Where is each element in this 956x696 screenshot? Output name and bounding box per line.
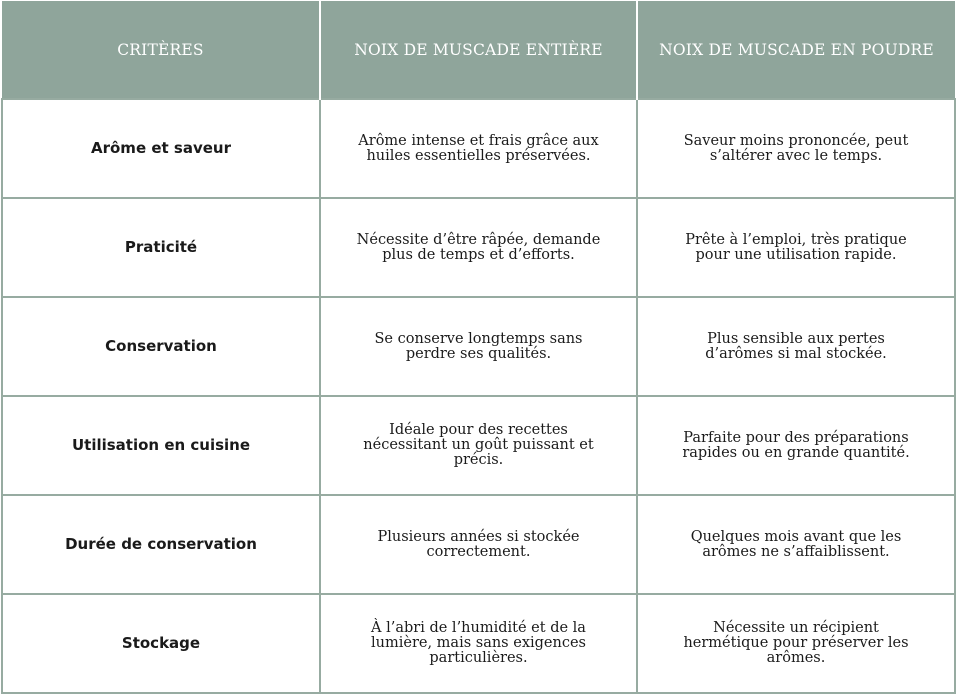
whole-nutmeg-cell: Arôme intense et frais grâce aux huiles essentielles préservées. [320, 99, 637, 198]
comparison-table [1, 1, 956, 694]
table-row [2, 198, 955, 297]
whole-nutmeg-cell: Idéale pour des recettes nécessitant un goût puissant et précis. [320, 396, 637, 495]
whole-nutmeg-cell: À l’abri de l’humidité et de la lumière, mais sans exigences particulières. [320, 594, 637, 693]
table-row [2, 297, 955, 396]
header-row [2, 1, 955, 99]
whole-nutmeg-cell: Plusieurs années si stockée correctement. [320, 495, 637, 594]
ground-nutmeg-cell: Plus sensible aux pertes d’arômes si mal stockée. [637, 297, 955, 396]
table-row [2, 495, 955, 594]
header-whole-nutmeg: NOIX DE MUSCADE ENTIÈRE [320, 1, 637, 99]
ground-nutmeg-cell: Quelques mois avant que les arômes ne s’affaiblissent. [637, 495, 955, 594]
header-criteria: CRITÈRES [2, 1, 320, 99]
whole-nutmeg-cell: Se conserve longtemps sans perdre ses qualités. [320, 297, 637, 396]
criterion-cell: Arôme et saveur [2, 99, 320, 198]
criterion-cell: Utilisation en cuisine [2, 396, 320, 495]
table-row [2, 396, 955, 495]
ground-nutmeg-cell: Nécessite un récipient hermétique pour préserver les arômes. [637, 594, 955, 693]
ground-nutmeg-cell: Parfaite pour des préparations rapides ou en grande quantité. [637, 396, 955, 495]
criterion-cell: Durée de conservation [2, 495, 320, 594]
criterion-cell: Conservation [2, 297, 320, 396]
table-row [2, 594, 955, 693]
whole-nutmeg-cell: Nécessite d’être râpée, demande plus de temps et d’efforts. [320, 198, 637, 297]
criterion-cell: Praticité [2, 198, 320, 297]
ground-nutmeg-cell: Saveur moins prononcée, peut s’altérer avec le temps. [637, 99, 955, 198]
table-row [2, 99, 955, 198]
criterion-cell: Stockage [2, 594, 320, 693]
ground-nutmeg-cell: Prête à l’emploi, très pratique pour une utilisation rapide. [637, 198, 955, 297]
header-ground-nutmeg: NOIX DE MUSCADE EN POUDRE [637, 1, 955, 99]
